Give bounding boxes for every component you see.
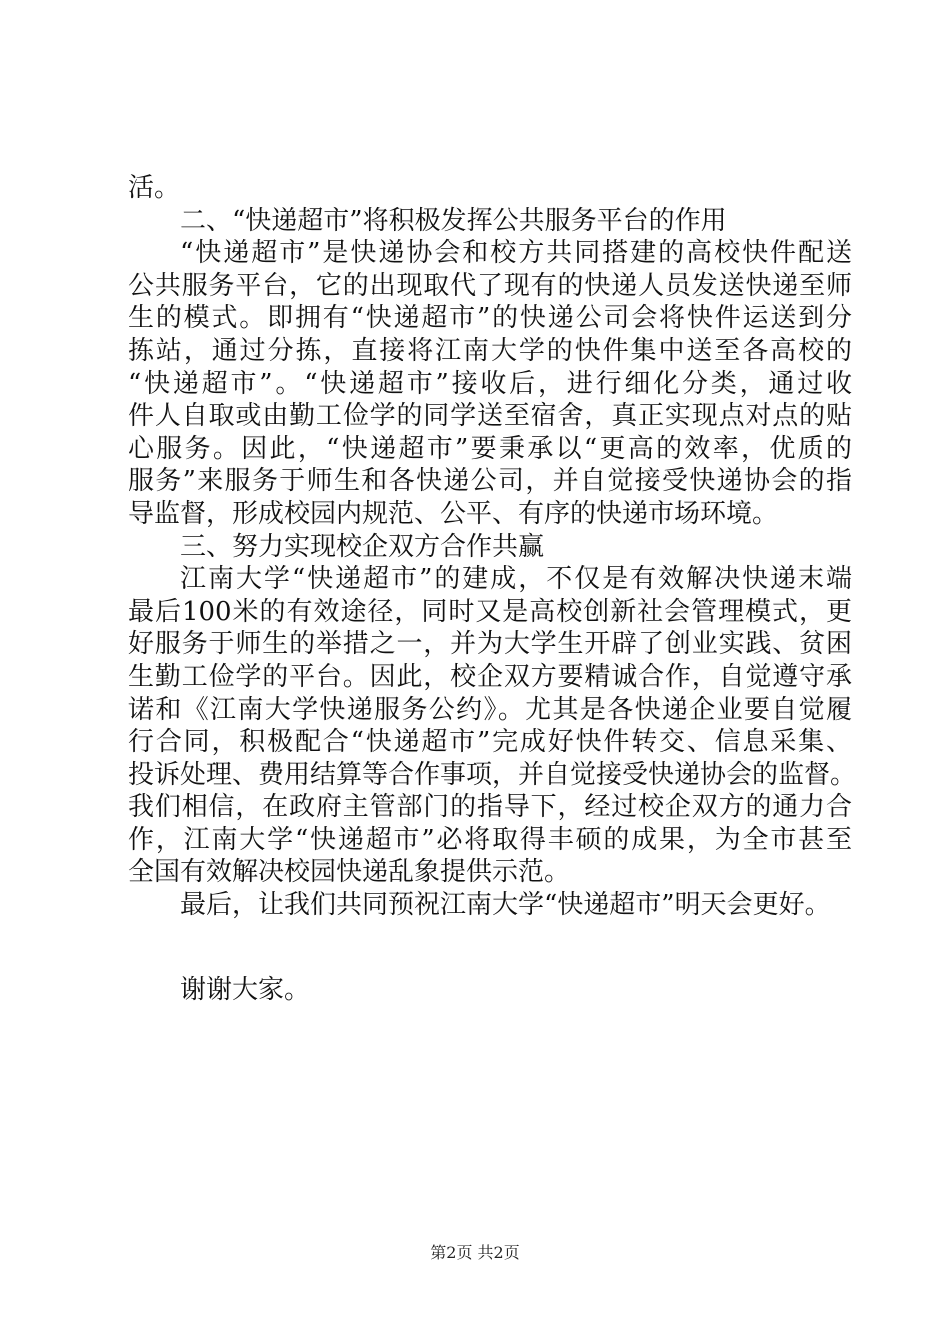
text-line: 我们相信，在政府主管部门的指导下，经过校企双方的通力合 [128, 792, 852, 823]
text-line: 行合同，积极配合“快递超市”完成好快件转交、信息采集、 [128, 727, 852, 758]
document-body [128, 172, 857, 1006]
text-line: “快递超市”。“快递超市”接收后，进行细化分类，通过收 [128, 368, 852, 399]
page-footer: 第2页 共2页 [430, 1243, 520, 1262]
text-line: 公共服务平台，它的出现取代了现有的快递人员发送快递至师 [128, 270, 852, 301]
section-heading-2: 二、“快递超市”将积极发挥公共服务平台的作用 [180, 205, 727, 236]
text-line: 投诉处理、费用结算等合作事项，并自觉接受快递协会的监督。 [128, 759, 857, 790]
text-line: 江南大学“快递超市”的建成，不仅是有效解决快递末端 [180, 564, 852, 595]
text-line: 生的模式。即拥有“快递超市”的快递公司会将快件运送到分 [128, 303, 852, 334]
text-line: 诺和《江南大学快递服务公约》。尤其是各快递企业要自觉履 [128, 694, 852, 725]
text-line: 最后，让我们共同预祝江南大学“快递超市”明天会更好。 [180, 890, 831, 921]
text-line: 心服务。因此，“快递超市”要秉承以“更高的效率，优质的 [128, 433, 852, 464]
text-line: 好服务于师生的举措之一，并为大学生开辟了创业实践、贫困 [128, 629, 852, 660]
text-line: 生勤工俭学的平台。因此，校企双方要精诚合作，自觉遵守承 [128, 661, 852, 692]
closing-text: 谢谢大家。 [180, 974, 311, 1005]
text-line: “快递超市”是快递协会和校方共同搭建的高校快件配送 [180, 238, 852, 269]
text-line: 服务”来服务于师生和各快递公司，并自觉接受快递协会的指 [128, 466, 852, 497]
text-line: 作，江南大学“快递超市”必将取得丰硕的成果，为全市甚至 [128, 824, 852, 855]
text-line: 活。 [128, 173, 181, 203]
text-line: 全国有效解决校园快递乱象提供示范。 [128, 857, 571, 888]
text-line: 件人自取或由勤工俭学的同学送至宿舍，真正实现点对点的贴 [128, 401, 852, 432]
paragraph-gap [128, 922, 852, 974]
text-line: 拣站，通过分拣，直接将江南大学的快件集中送至各高校的 [128, 335, 852, 366]
text-line: 最后100米的有效途径，同时又是高校创新社会管理模式，更 [128, 596, 852, 627]
text-line: 导监督，形成校园内规范、公平、有序的快递市场环境。 [128, 498, 779, 529]
section-heading-3: 三、努力实现校企双方合作共赢 [180, 531, 545, 562]
